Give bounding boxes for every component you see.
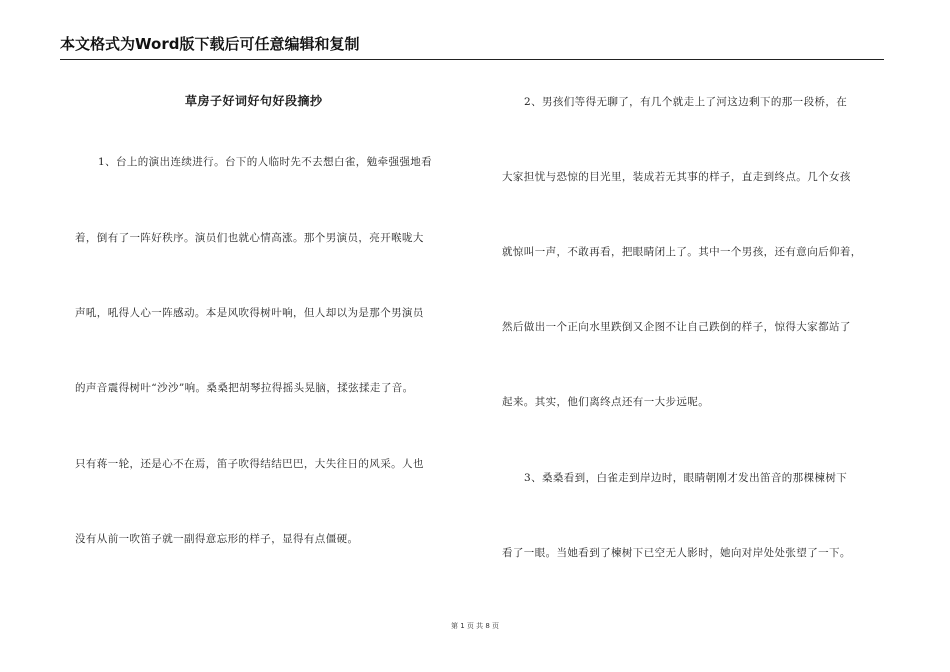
- header-banner: 本文格式为Word版下载后可任意编辑和复制: [60, 33, 884, 60]
- paragraph-line: 只有蒋一轮，还是心不在焉，笛子吹得结结巴巴，大失往日的风采。人也: [75, 458, 424, 470]
- document-title: 草房子好词好句好段摘抄: [185, 94, 323, 108]
- paragraph-line: 大家担忧与恐惊的目光里，装成若无其事的样子，直走到终点。几个女孩: [502, 171, 851, 183]
- paragraph-line: 看了一眼。当她看到了楝树下已空无人影时，她向对岸处处张望了一下。: [502, 547, 851, 559]
- page-number: 第 1 页 共 8 页: [450, 622, 500, 630]
- paragraph-line: 起来。其实，他们离终点还有一大步远呢。: [502, 396, 710, 408]
- paragraph-line: 的声音震得树叶“沙沙”响。桑桑把胡琴拉得摇头晃脑，揉弦揉走了音。: [75, 382, 414, 394]
- paragraph-line: 3、桑桑看到，白雀走到岸边时，眼睛朝刚才发出笛音的那棵楝树下: [524, 472, 848, 484]
- paragraph-line: 着，倒有了一阵好秩序。演员们也就心情高涨。那个男演员，亮开喉咙大: [75, 232, 424, 244]
- paragraph-line: 没有从前一吹笛子就一副得意忘形的样子，显得有点僵硬。: [75, 533, 359, 545]
- paragraph-line: 2、男孩们等得无聊了，有几个就走上了河这边剩下的那一段桥，在: [524, 96, 848, 108]
- paragraph-line: 就惊叫一声，不敢再看，把眼睛闭上了。其中一个男孩，还有意向后仰着，: [502, 246, 862, 258]
- paragraph-line: 然后做出一个正向水里跌倒又企图不让自己跌倒的样子，惊得大家都站了: [502, 321, 851, 333]
- paragraph-line: 1、台上的演出连续进行。台下的人临时先不去想白雀，勉牵强强地看: [98, 156, 433, 168]
- paragraph-line: 声吼，吼得人心一阵感动。本是风吹得树叶响，但人却以为是那个男演员: [75, 307, 424, 319]
